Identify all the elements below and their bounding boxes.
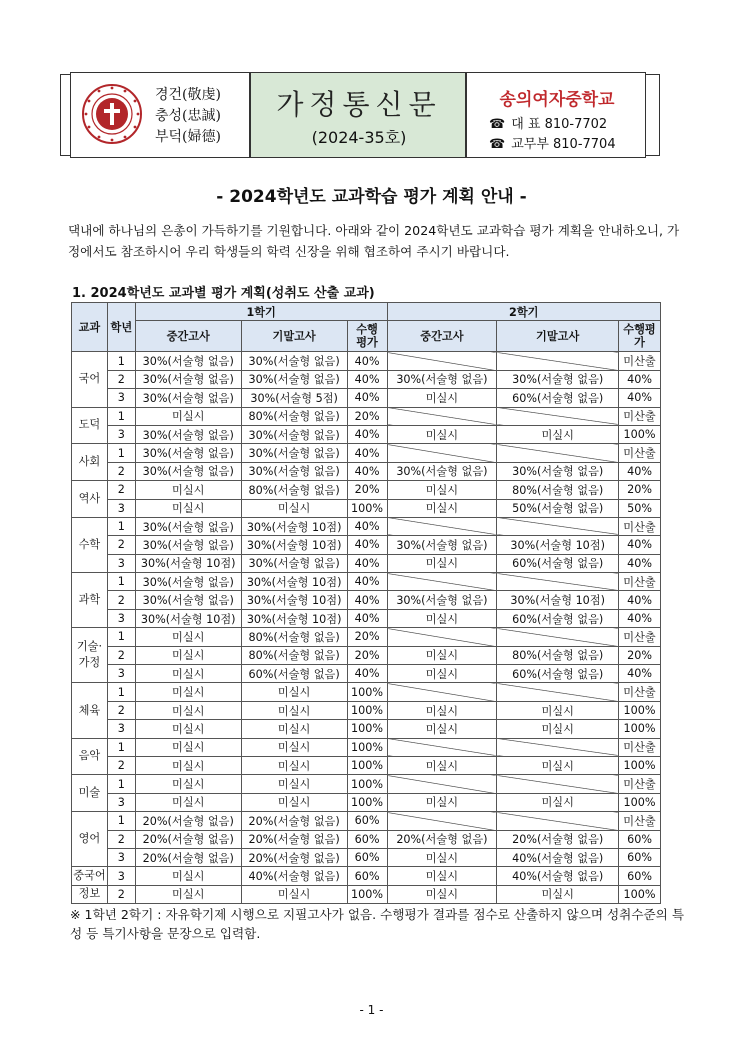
grade-cell: 2: [107, 591, 135, 609]
page-number: - 1 -: [359, 1003, 384, 1017]
table-row: [72, 554, 661, 572]
table-row: [72, 793, 661, 811]
sem1-midterm-cell: 30%(서술형 없음): [135, 370, 241, 388]
table-row: [72, 462, 661, 480]
sem2-performance-cell: 100%: [619, 885, 661, 903]
sem1-performance-cell: 100%: [347, 775, 387, 793]
header-contact-box: [466, 72, 646, 158]
sem2-final-cell: 80%(서술형 없음): [497, 481, 619, 499]
sem2-midterm-cell: 미실시: [387, 425, 497, 443]
table-row: [72, 407, 661, 425]
sem2-performance-cell: 40%: [619, 591, 661, 609]
sem2-midterm-cell: 미실시: [387, 756, 497, 774]
grade-cell: 3: [107, 609, 135, 627]
sem2-midterm-cell: [387, 775, 497, 793]
sem1-final-cell: 80%(서술형 없음): [241, 646, 347, 664]
sem2-midterm-cell: [387, 738, 497, 756]
sem2-final-cell: [497, 407, 619, 425]
sem2-midterm-cell: 미실시: [387, 481, 497, 499]
header-performance: 수행평가: [347, 321, 387, 352]
sem2-midterm-cell: 30%(서술형 없음): [387, 370, 497, 388]
sem1-midterm-cell: 미실시: [135, 885, 241, 903]
sem2-performance-cell: 100%: [619, 701, 661, 719]
sem1-midterm-cell: 미실시: [135, 646, 241, 664]
sem2-performance-cell: 40%: [619, 462, 661, 480]
sem2-final-cell: 30%(서술형 10점): [497, 536, 619, 554]
header-semester-1: 1학기: [135, 303, 387, 321]
table-row: [72, 885, 661, 903]
sem2-performance-cell: 50%: [619, 499, 661, 517]
subject-cell: 도덕: [72, 407, 108, 444]
table-row: [72, 812, 661, 830]
sem1-final-cell: 30%(서술형 10점): [241, 536, 347, 554]
sem1-final-cell: 30%(서술형 없음): [241, 352, 347, 370]
sem1-midterm-cell: 30%(서술형 없음): [135, 573, 241, 591]
sem2-final-cell: 미실시: [497, 756, 619, 774]
sem1-performance-cell: 100%: [347, 499, 387, 517]
subject-cell: 중국어: [72, 867, 108, 885]
sem1-final-cell: 미실시: [241, 756, 347, 774]
sem1-midterm-cell: 20%(서술형 없음): [135, 812, 241, 830]
sem1-midterm-cell: 30%(서술형 없음): [135, 444, 241, 462]
sem2-performance-cell: 미산출: [619, 775, 661, 793]
sem2-midterm-cell: 30%(서술형 없음): [387, 462, 497, 480]
sem1-performance-cell: 60%: [347, 867, 387, 885]
sem1-midterm-cell: 30%(서술형 없음): [135, 591, 241, 609]
sem2-midterm-cell: [387, 573, 497, 591]
table-row: [72, 738, 661, 756]
sem2-performance-cell: 100%: [619, 720, 661, 738]
header-title-box: [250, 72, 466, 158]
grade-cell: 2: [107, 756, 135, 774]
table-row: [72, 646, 661, 664]
sem2-final-cell: 미실시: [497, 425, 619, 443]
sem1-midterm-cell: 미실시: [135, 701, 241, 719]
grade-cell: 3: [107, 665, 135, 683]
sem1-final-cell: 20%(서술형 없음): [241, 848, 347, 866]
sem1-midterm-cell: 30%(서술형 없음): [135, 536, 241, 554]
sem2-final-cell: [497, 738, 619, 756]
table-row: [72, 848, 661, 866]
sem1-final-cell: 미실시: [241, 683, 347, 701]
sem1-performance-cell: 100%: [347, 738, 387, 756]
sem2-midterm-cell: 미실시: [387, 867, 497, 885]
table-row: [72, 481, 661, 499]
sem2-midterm-cell: [387, 683, 497, 701]
sem1-final-cell: 30%(서술형 5점): [241, 389, 347, 407]
sem1-final-cell: 80%(서술형 없음): [241, 628, 347, 646]
grade-cell: 1: [107, 812, 135, 830]
sem2-performance-cell: 40%: [619, 389, 661, 407]
table-row: [72, 775, 661, 793]
table-row: [72, 444, 661, 462]
sem1-midterm-cell: 미실시: [135, 720, 241, 738]
sem2-final-cell: [497, 573, 619, 591]
sem2-performance-cell: 60%: [619, 867, 661, 885]
header-motto-box: [70, 72, 250, 158]
grade-cell: 3: [107, 425, 135, 443]
table-row: [72, 573, 661, 591]
subject-cell: 영어: [72, 812, 108, 867]
grade-cell: 1: [107, 683, 135, 701]
sem1-final-cell: 30%(서술형 10점): [241, 517, 347, 535]
header-left-tab: [60, 74, 70, 156]
sem1-performance-cell: 40%: [347, 536, 387, 554]
grade-cell: 2: [107, 830, 135, 848]
sem2-performance-cell: 미산출: [619, 517, 661, 535]
sem2-final-cell: [497, 812, 619, 830]
grade-cell: 1: [107, 517, 135, 535]
sem2-final-cell: 미실시: [497, 885, 619, 903]
sem1-performance-cell: 100%: [347, 720, 387, 738]
sem2-performance-cell: 60%: [619, 830, 661, 848]
sem2-midterm-cell: 30%(서술형 없음): [387, 536, 497, 554]
sem2-midterm-cell: 미실시: [387, 389, 497, 407]
header-subject: 교과: [72, 303, 108, 352]
sem2-performance-cell: 60%: [619, 848, 661, 866]
sem2-final-cell: 30%(서술형 없음): [497, 462, 619, 480]
sem2-performance-cell: 100%: [619, 756, 661, 774]
sem2-midterm-cell: [387, 628, 497, 646]
table-row: [72, 830, 661, 848]
table-row: [72, 701, 661, 719]
grade-cell: 2: [107, 370, 135, 388]
sem1-performance-cell: 20%: [347, 407, 387, 425]
table-row: [72, 609, 661, 627]
table-row: [72, 628, 661, 646]
sem1-performance-cell: 100%: [347, 683, 387, 701]
subject-cell: 역사: [72, 481, 108, 518]
phone-icon: ☎: [489, 117, 506, 132]
header-midterm: 중간고사: [387, 321, 497, 352]
sem1-final-cell: 80%(서술형 없음): [241, 481, 347, 499]
sem1-midterm-cell: 30%(서술형 없음): [135, 425, 241, 443]
sem1-performance-cell: 60%: [347, 848, 387, 866]
sem2-performance-cell: 미산출: [619, 407, 661, 425]
subject-cell: 체육: [72, 683, 108, 738]
sem1-performance-cell: 100%: [347, 885, 387, 903]
sem1-final-cell: 미실시: [241, 701, 347, 719]
sem2-final-cell: 80%(서술형 없음): [497, 646, 619, 664]
sem1-midterm-cell: 30%(서술형 10점): [135, 554, 241, 572]
sem2-midterm-cell: 미실시: [387, 848, 497, 866]
sem1-final-cell: 미실시: [241, 738, 347, 756]
sem1-performance-cell: 40%: [347, 591, 387, 609]
grade-cell: 3: [107, 793, 135, 811]
table-row: [72, 536, 661, 554]
table-row: [72, 756, 661, 774]
sem1-final-cell: 30%(서술형 10점): [241, 591, 347, 609]
header-midterm: 중간고사: [135, 321, 241, 352]
sem1-midterm-cell: 20%(서술형 없음): [135, 848, 241, 866]
subject-cell: 기술· 가정: [72, 628, 108, 683]
motto-line: 충성(忠誠): [155, 108, 221, 124]
evaluation-plan-table: [71, 302, 661, 904]
sem1-performance-cell: 40%: [347, 444, 387, 462]
sem2-midterm-cell: 미실시: [387, 665, 497, 683]
table-row: [72, 665, 661, 683]
grade-cell: 2: [107, 885, 135, 903]
sem1-performance-cell: 40%: [347, 665, 387, 683]
sem1-final-cell: 20%(서술형 없음): [241, 812, 347, 830]
grade-cell: 3: [107, 720, 135, 738]
motto-line: 경건(敬虔): [155, 87, 221, 103]
sem2-performance-cell: 40%: [619, 609, 661, 627]
sem1-midterm-cell: 미실시: [135, 683, 241, 701]
sem1-performance-cell: 40%: [347, 425, 387, 443]
subject-cell: 과학: [72, 573, 108, 628]
sem1-performance-cell: 40%: [347, 554, 387, 572]
sem1-midterm-cell: 20%(서술형 없음): [135, 830, 241, 848]
grade-cell: 2: [107, 481, 135, 499]
subject-cell: 정보: [72, 885, 108, 903]
sem2-final-cell: 30%(서술형 10점): [497, 591, 619, 609]
grade-cell: 1: [107, 628, 135, 646]
phone-icon: ☎: [489, 137, 506, 152]
sem1-final-cell: 40%(서술형 없음): [241, 867, 347, 885]
school-name: 송의여자중학교: [499, 90, 615, 110]
table-row: [72, 425, 661, 443]
subject-cell: 수학: [72, 517, 108, 572]
sem2-performance-cell: 40%: [619, 554, 661, 572]
sem1-final-cell: 미실시: [241, 499, 347, 517]
sem2-final-cell: [497, 517, 619, 535]
sem2-midterm-cell: 미실시: [387, 720, 497, 738]
sem2-performance-cell: 미산출: [619, 738, 661, 756]
sem2-performance-cell: 20%: [619, 481, 661, 499]
sem1-final-cell: 30%(서술형 없음): [241, 370, 347, 388]
sem1-midterm-cell: 미실시: [135, 867, 241, 885]
sem2-final-cell: 60%(서술형 없음): [497, 609, 619, 627]
sem1-final-cell: 미실시: [241, 793, 347, 811]
sem2-final-cell: 미실시: [497, 701, 619, 719]
header-final: 기말고사: [241, 321, 347, 352]
sem2-final-cell: 60%(서술형 없음): [497, 665, 619, 683]
sem2-performance-cell: 미산출: [619, 573, 661, 591]
table-row: [72, 499, 661, 517]
table-row: [72, 683, 661, 701]
sem1-performance-cell: 40%: [347, 462, 387, 480]
sem2-midterm-cell: 미실시: [387, 885, 497, 903]
sem2-performance-cell: 미산출: [619, 352, 661, 370]
sem1-performance-cell: 20%: [347, 481, 387, 499]
sem1-midterm-cell: 미실시: [135, 775, 241, 793]
sem1-performance-cell: 100%: [347, 756, 387, 774]
sem2-final-cell: [497, 628, 619, 646]
subject-cell: 미술: [72, 775, 108, 812]
sem1-performance-cell: 20%: [347, 628, 387, 646]
sem1-performance-cell: 40%: [347, 389, 387, 407]
sem2-midterm-cell: 미실시: [387, 701, 497, 719]
sem2-midterm-cell: 미실시: [387, 609, 497, 627]
sem2-performance-cell: 40%: [619, 370, 661, 388]
sem1-final-cell: 30%(서술형 10점): [241, 609, 347, 627]
sem1-final-cell: 30%(서술형 10점): [241, 573, 347, 591]
sem1-performance-cell: 40%: [347, 573, 387, 591]
table-row: [72, 720, 661, 738]
table-row: [72, 389, 661, 407]
phone-main-label: 대 표 810-7702: [511, 117, 608, 132]
sem1-performance-cell: 100%: [347, 701, 387, 719]
sem2-final-cell: 60%(서술형 없음): [497, 554, 619, 572]
intro-paragraph: 댁내에 하나님의 은총이 가득하기를 기원합니다. 아래와 같이 2024학년도 교과학습 평가 계획을 안내하오니, 가정에서도 참조하시어 우리 학생들의 학력 신장을 위해 협조하여 주시기 바랍니다.: [68, 223, 680, 259]
sem2-performance-cell: 미산출: [619, 812, 661, 830]
grade-cell: 1: [107, 352, 135, 370]
sem2-final-cell: [497, 775, 619, 793]
sem1-final-cell: 60%(서술형 없음): [241, 665, 347, 683]
sem2-midterm-cell: 미실시: [387, 793, 497, 811]
grade-cell: 3: [107, 389, 135, 407]
sem1-performance-cell: 100%: [347, 793, 387, 811]
sem2-performance-cell: 미산출: [619, 683, 661, 701]
header-performance: 수행평가: [619, 321, 661, 352]
sem1-final-cell: 30%(서술형 없음): [241, 425, 347, 443]
newsletter-header: [70, 72, 660, 160]
motto-line: 부덕(婦德): [155, 129, 221, 145]
sem1-midterm-cell: 30%(서술형 없음): [135, 352, 241, 370]
sem1-midterm-cell: 미실시: [135, 756, 241, 774]
sem2-performance-cell: 40%: [619, 665, 661, 683]
phone-academic: [489, 133, 616, 152]
table-row: [72, 370, 661, 388]
subject-cell: 국어: [72, 352, 108, 407]
phone-academic-label: 교무부 810-7704: [511, 137, 616, 152]
sem2-final-cell: [497, 352, 619, 370]
sem1-midterm-cell: 미실시: [135, 793, 241, 811]
sem1-midterm-cell: 미실시: [135, 481, 241, 499]
header-grade: 학년: [107, 303, 135, 352]
sem1-final-cell: 30%(서술형 없음): [241, 554, 347, 572]
subject-cell: 사회: [72, 444, 108, 481]
sem2-final-cell: [497, 683, 619, 701]
sem1-midterm-cell: 30%(서술형 10점): [135, 609, 241, 627]
sem2-midterm-cell: [387, 407, 497, 425]
sem2-midterm-cell: [387, 444, 497, 462]
sem2-midterm-cell: [387, 812, 497, 830]
footnote: ※ 1학년 2학기 : 자유학기제 시행으로 지필고사가 없음. 수행평가 결과를 점수로 산출하지 않으며 성취수준의 특성 등 특기사항을 문장으로 입력함.: [70, 907, 684, 941]
grade-cell: 2: [107, 646, 135, 664]
grade-cell: 1: [107, 573, 135, 591]
sem1-final-cell: 30%(서술형 없음): [241, 444, 347, 462]
sem1-performance-cell: 40%: [347, 352, 387, 370]
header-right-tab: [646, 74, 660, 156]
sem1-final-cell: 80%(서술형 없음): [241, 407, 347, 425]
grade-cell: 1: [107, 444, 135, 462]
sem2-performance-cell: 40%: [619, 536, 661, 554]
grade-cell: 2: [107, 701, 135, 719]
sem2-final-cell: 50%(서술형 없음): [497, 499, 619, 517]
table-row: [72, 517, 661, 535]
school-seal-icon: [81, 83, 143, 145]
sem1-final-cell: 미실시: [241, 885, 347, 903]
sem1-performance-cell: 60%: [347, 830, 387, 848]
sem2-performance-cell: 100%: [619, 793, 661, 811]
table-row: [72, 591, 661, 609]
sem1-midterm-cell: 미실시: [135, 628, 241, 646]
sem2-final-cell: 40%(서술형 없음): [497, 848, 619, 866]
sem1-final-cell: 미실시: [241, 720, 347, 738]
grade-cell: 2: [107, 536, 135, 554]
sem2-midterm-cell: 미실시: [387, 646, 497, 664]
sem1-performance-cell: 40%: [347, 609, 387, 627]
school-motto: [155, 85, 221, 148]
document-title: - 2024학년도 교과학습 평가 계획 안내 -: [216, 187, 527, 207]
sem1-performance-cell: 60%: [347, 812, 387, 830]
sem2-final-cell: [497, 444, 619, 462]
sem2-final-cell: 30%(서술형 없음): [497, 370, 619, 388]
sem2-performance-cell: 미산출: [619, 628, 661, 646]
sem2-midterm-cell: 미실시: [387, 499, 497, 517]
sem1-performance-cell: 40%: [347, 370, 387, 388]
sem1-final-cell: 20%(서술형 없음): [241, 830, 347, 848]
grade-cell: 2: [107, 462, 135, 480]
sem2-performance-cell: 100%: [619, 425, 661, 443]
sem1-performance-cell: 20%: [347, 646, 387, 664]
grade-cell: 3: [107, 499, 135, 517]
sem1-midterm-cell: 미실시: [135, 499, 241, 517]
sem2-midterm-cell: 20%(서술형 없음): [387, 830, 497, 848]
sem2-midterm-cell: [387, 352, 497, 370]
sem2-final-cell: 미실시: [497, 720, 619, 738]
header-semester-2: 2학기: [387, 303, 661, 321]
sem1-midterm-cell: 미실시: [135, 738, 241, 756]
newsletter-title: 가정통신문: [276, 88, 442, 121]
sem1-performance-cell: 40%: [347, 517, 387, 535]
grade-cell: 1: [107, 775, 135, 793]
phone-main: [489, 113, 607, 132]
sem2-midterm-cell: [387, 517, 497, 535]
sem2-midterm-cell: 미실시: [387, 554, 497, 572]
sem2-midterm-cell: 30%(서술형 없음): [387, 591, 497, 609]
grade-cell: 1: [107, 407, 135, 425]
subject-cell: 음악: [72, 738, 108, 775]
sem1-final-cell: 30%(서술형 없음): [241, 462, 347, 480]
grade-cell: 3: [107, 848, 135, 866]
grade-cell: 3: [107, 867, 135, 885]
sem1-midterm-cell: 30%(서술형 없음): [135, 462, 241, 480]
grade-cell: 1: [107, 738, 135, 756]
section-title: 1. 2024학년도 교과별 평가 계획(성취도 산출 교과): [72, 286, 375, 301]
table-row: [72, 867, 661, 885]
sem1-midterm-cell: 미실시: [135, 407, 241, 425]
table-body: [72, 352, 661, 904]
issue-number: (2024-35호): [311, 128, 407, 147]
grade-cell: 3: [107, 554, 135, 572]
sem2-final-cell: 미실시: [497, 793, 619, 811]
header-final: 기말고사: [497, 321, 619, 352]
sem2-performance-cell: 미산출: [619, 444, 661, 462]
sem1-final-cell: 미실시: [241, 775, 347, 793]
sem2-final-cell: 20%(서술형 없음): [497, 830, 619, 848]
sem1-midterm-cell: 30%(서술형 없음): [135, 517, 241, 535]
sem2-performance-cell: 20%: [619, 646, 661, 664]
sem2-final-cell: 40%(서술형 없음): [497, 867, 619, 885]
sem2-final-cell: 60%(서술형 없음): [497, 389, 619, 407]
sem1-midterm-cell: 30%(서술형 없음): [135, 389, 241, 407]
sem1-midterm-cell: 미실시: [135, 665, 241, 683]
table-row: [72, 352, 661, 370]
